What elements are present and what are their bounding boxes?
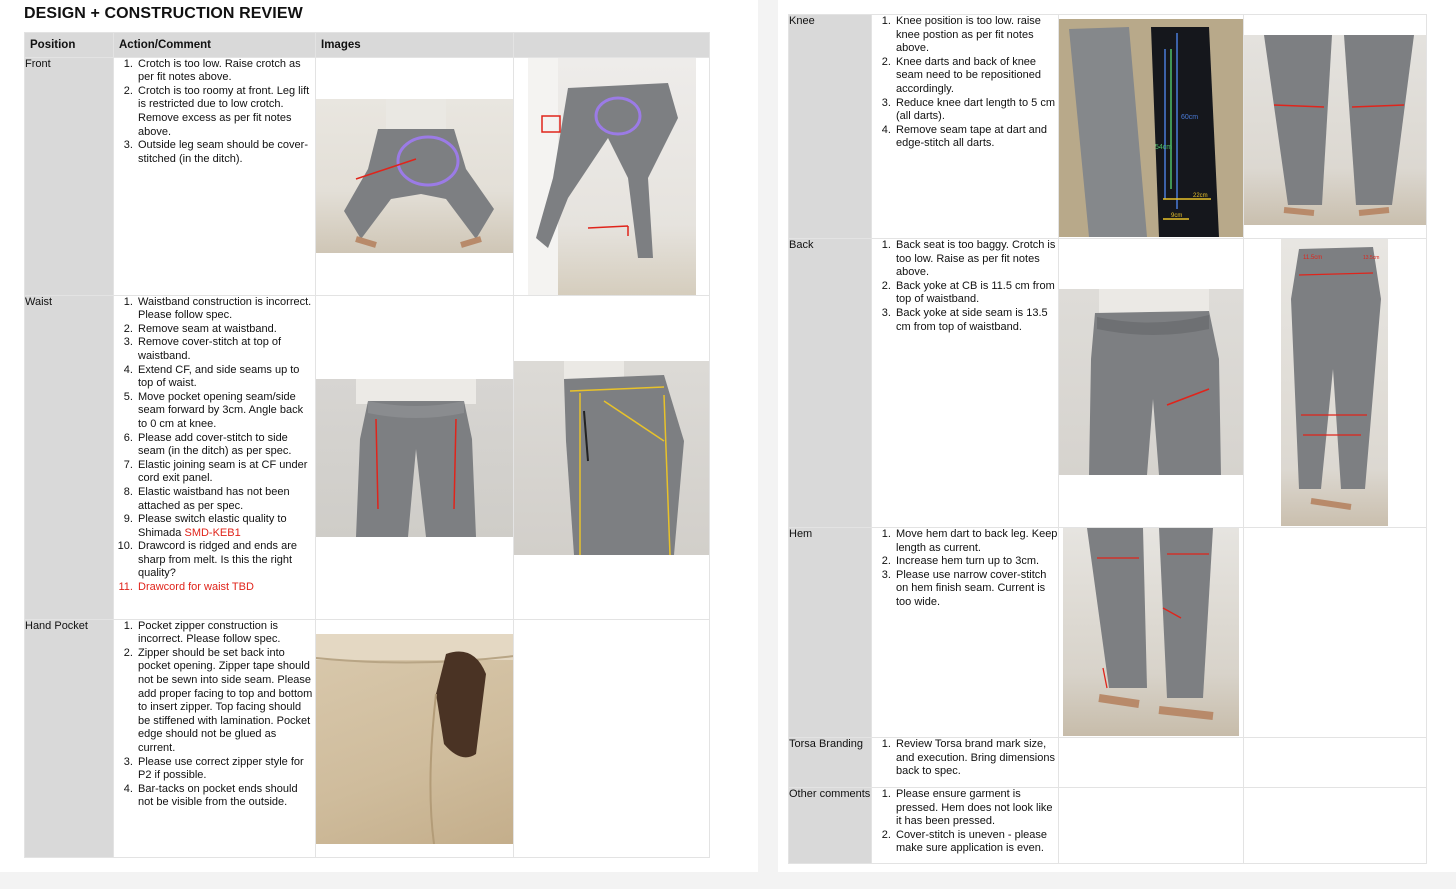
- list-item: 3. Outside leg seam should be cover-stitched (in the ditch).: [136, 139, 315, 166]
- list-item: 2. Back yoke at CB is 11.5 cm from top of waistband.: [894, 280, 1058, 307]
- item-text: Please switch elastic quality to Shimada: [138, 513, 287, 539]
- table-row-waist: [25, 295, 710, 619]
- image-cell: [1059, 15, 1244, 239]
- waist-front-illustration: [316, 379, 514, 537]
- waist-side-illustration: [514, 361, 710, 555]
- hand-pocket-illustration: [316, 634, 514, 844]
- front-squat-illustration: [316, 99, 514, 253]
- action-cell: [114, 619, 316, 857]
- position-cell: Torsa Branding: [789, 738, 872, 788]
- position-cell: Other comments: [789, 788, 872, 864]
- action-list: [114, 296, 315, 595]
- list-item: 4. Remove seam tape at dart and edge-stitch all darts.: [894, 124, 1058, 151]
- list-item: 1. Waistband construction is incorrect. Please follow spec.: [136, 296, 315, 323]
- action-list: [872, 15, 1058, 151]
- action-list: [872, 788, 1058, 856]
- list-item: 2. Increase hem turn up to 3cm.: [894, 555, 1058, 569]
- measure-13-5: 13.5cm: [1363, 255, 1380, 261]
- list-item: 1. Crotch is too low. Raise crotch as per fit notes above.: [136, 58, 315, 85]
- hem-illustration: [1063, 528, 1239, 736]
- page-title: DESIGN + CONSTRUCTION REVIEW: [24, 5, 303, 22]
- front-leg-lift-photo: [528, 58, 696, 296]
- action-cell: [872, 528, 1059, 738]
- image-cell-empty: [1244, 788, 1427, 864]
- position-cell: Hem: [789, 528, 872, 738]
- hem-photo: [1063, 528, 1239, 736]
- list-item: 2. Knee darts and back of knee seam need to be repositioned accordingly.: [894, 56, 1058, 97]
- list-item: 11. Drawcord for waist TBD: [136, 581, 315, 595]
- list-item: 10. Drawcord is ridged and ends are sharp from melt. Is this the right quality?: [136, 540, 315, 581]
- header-extra: [514, 33, 710, 58]
- list-item: 1. Back seat is too baggy. Crotch is too low. Raise as per fit notes above.: [894, 239, 1058, 280]
- knee-back-photo: [1244, 35, 1427, 225]
- action-cell: [872, 788, 1059, 864]
- front-leg-lift-illustration: [528, 58, 696, 296]
- action-list: [114, 58, 315, 167]
- image-cell: [1059, 528, 1244, 738]
- list-item: 4. Bar-tacks on pocket ends should not be visible from the outside.: [136, 783, 315, 810]
- list-item: 8. Elastic waistband has not been attached as per spec.: [136, 486, 315, 513]
- image-cell: [316, 619, 514, 857]
- back-side-photo: [1281, 239, 1388, 526]
- measure-60: 60cm: [1181, 114, 1199, 121]
- table-row-other-comments: [789, 788, 1427, 864]
- list-item: 2. Crotch is too roomy at front. Leg lift is restricted due to low crotch. Remove excess as per fit notes above.: [136, 85, 315, 139]
- table-row-front: [25, 57, 710, 295]
- position-cell: Front: [25, 57, 114, 295]
- list-item: 3. Back yoke at side seam is 13.5 cm from top of waistband.: [894, 307, 1058, 334]
- header-action: Action/Comment: [114, 33, 316, 58]
- measure-22: 22cm: [1193, 193, 1208, 199]
- action-list: [114, 620, 315, 810]
- image-cell-empty: [1244, 528, 1427, 738]
- list-item: 2. Zipper should be set back into pocket opening. Zipper tape should not be sewn into side seam. Please add proper facing to top and bottom to insert zipper. Top facing should be stiffened with lamination. Pocket edge should not be glued as current.: [136, 647, 315, 756]
- table-row-knee: [789, 15, 1427, 239]
- list-item: 7. Elastic joining seam is at CF under cord exit panel.: [136, 459, 315, 486]
- front-squat-photo: [316, 99, 514, 253]
- list-item: 1. Pocket zipper construction is incorrect. Please follow spec.: [136, 620, 315, 647]
- action-cell: [872, 239, 1059, 528]
- list-item: 1. Review Torsa brand mark size, and execution. Bring dimensions back to spec.: [894, 738, 1058, 779]
- image-cell: [316, 57, 514, 295]
- action-list: [872, 528, 1058, 610]
- list-item: 5. Move pocket opening seam/side seam forward by 3cm. Angle back to 0 cm at knee.: [136, 391, 315, 432]
- waist-front-photo: [316, 379, 514, 537]
- image-cell: [1244, 239, 1427, 528]
- back-side-illustration: [1281, 239, 1388, 526]
- action-cell: [114, 57, 316, 295]
- hand-pocket-photo: [316, 634, 514, 844]
- review-table-left: [24, 32, 710, 858]
- action-list: [872, 239, 1058, 334]
- measure-11-5: 11.5cm: [1303, 255, 1323, 261]
- back-seat-illustration: [1059, 289, 1244, 475]
- measure-9: 9cm: [1171, 213, 1183, 219]
- image-cell: [1059, 239, 1244, 528]
- list-item: 2. Cover-stitch is uneven - please make sure application is even.: [894, 829, 1058, 856]
- table-row-back: [789, 239, 1427, 528]
- list-item: 4. Extend CF, and side seams up to top of waist.: [136, 364, 315, 391]
- action-cell: [114, 295, 316, 619]
- list-item: 3. Remove cover-stitch at top of waistband.: [136, 336, 315, 363]
- position-cell: Hand Pocket: [25, 619, 114, 857]
- list-item: 6. Please add cover-stitch to side seam (in the ditch) as per spec.: [136, 432, 315, 459]
- back-seat-photo: [1059, 289, 1244, 475]
- list-item: 1. Knee position is too low. raise knee postion as per fit notes above.: [894, 15, 1058, 56]
- knee-back-illustration: [1244, 35, 1427, 225]
- list-item: 1. Please ensure garment is pressed. Hem does not look like it has been pressed.: [894, 788, 1058, 829]
- review-table-right: [788, 14, 1427, 864]
- table-row-torsa-branding: [789, 738, 1427, 788]
- knee-flat-photo: [1059, 19, 1244, 237]
- table-row-hem: [789, 528, 1427, 738]
- image-cell-empty: [1059, 788, 1244, 864]
- list-item: 3. Please use correct zipper style for P2 if possible.: [136, 756, 315, 783]
- waist-side-photo: [514, 361, 710, 555]
- image-cell-empty: [1244, 738, 1427, 788]
- action-cell: [872, 15, 1059, 239]
- list-item: 3. Please use narrow cover-stitch on hem finish seam. Current is too wide.: [894, 569, 1058, 610]
- table-header-row: [25, 33, 710, 58]
- position-cell: Back: [789, 239, 872, 528]
- image-cell: [514, 57, 710, 295]
- elastic-code: SMD-KEB1: [184, 526, 241, 539]
- image-cell: [514, 295, 710, 619]
- position-cell: Waist: [25, 295, 114, 619]
- position-cell: Knee: [789, 15, 872, 239]
- list-item: 2. Remove seam at waistband.: [136, 323, 315, 337]
- image-cell-empty: [1059, 738, 1244, 788]
- knee-flat-illustration: [1059, 19, 1244, 237]
- header-position: Position: [25, 33, 114, 58]
- list-item: 3. Reduce knee dart length to 5 cm (all darts).: [894, 97, 1058, 124]
- image-cell: [1244, 15, 1427, 239]
- table-row-hand-pocket: [25, 619, 710, 857]
- measure-54: 54cm: [1155, 144, 1173, 151]
- action-list: [872, 738, 1058, 779]
- right-page: [778, 0, 1456, 872]
- header-images: Images: [316, 33, 514, 58]
- list-item: 1. Move hem dart to back leg. Keep length as current.: [894, 528, 1058, 555]
- list-item: [136, 513, 315, 540]
- image-cell: [316, 295, 514, 619]
- action-cell: [872, 738, 1059, 788]
- image-cell-empty: [514, 619, 710, 857]
